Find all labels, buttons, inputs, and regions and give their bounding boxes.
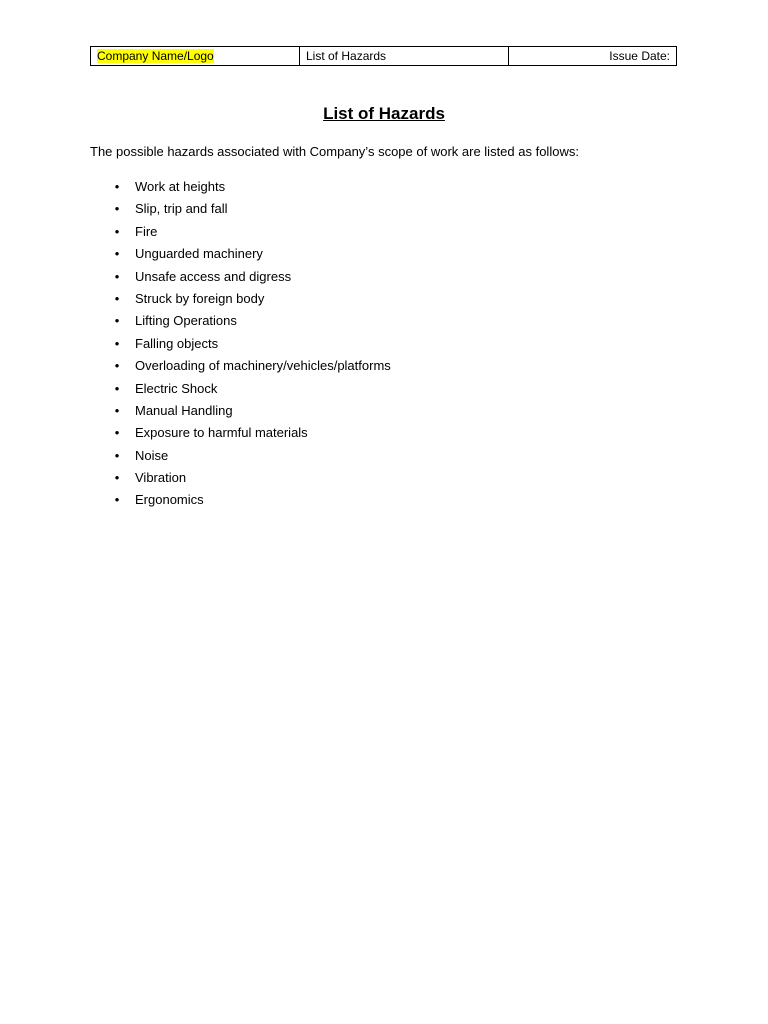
hazard-label: Lifting Operations (135, 313, 237, 329)
intro-paragraph: The possible hazards associated with Company’s scope of work are listed as follows: (90, 144, 579, 159)
hazard-label: Overloading of machinery/vehicles/platforms (135, 358, 391, 374)
bullet-icon: • (114, 425, 120, 441)
company-name-logo: Company Name/Logo (97, 49, 214, 63)
bullet-icon: • (114, 223, 120, 239)
bullet-icon: • (114, 380, 120, 396)
bullet-icon: • (114, 290, 120, 306)
header-document-name-cell (300, 47, 509, 66)
hazard-label: Slip, trip and fall (135, 201, 228, 217)
hazard-list-item (112, 357, 391, 379)
hazard-list-item (112, 447, 391, 469)
hazard-label: Unguarded machinery (135, 246, 263, 262)
header-issue-date-cell (509, 47, 677, 66)
bullet-icon: • (114, 402, 120, 418)
bullet-icon: • (114, 470, 120, 486)
hazard-list-item (112, 290, 391, 312)
hazard-label: Fire (135, 223, 158, 239)
hazard-list-item (112, 178, 391, 200)
bullet-icon: • (114, 358, 120, 374)
hazard-label: Unsafe access and digress (135, 268, 292, 284)
hazard-list-item (112, 312, 391, 334)
hazard-list-item (112, 200, 391, 222)
hazard-list-item (112, 223, 391, 245)
hazard-list-item (112, 402, 391, 424)
header-company-cell (91, 47, 300, 66)
bullet-icon: • (114, 268, 120, 284)
hazard-label: Vibration (135, 470, 187, 486)
bullet-icon: • (114, 246, 120, 262)
hazard-list-item (112, 380, 391, 402)
hazard-label: Struck by foreign body (135, 290, 265, 306)
bullet-icon: • (114, 201, 120, 217)
hazard-label: Work at heights (135, 179, 226, 194)
bullet-icon: • (114, 179, 120, 194)
bullet-icon: • (114, 335, 120, 351)
hazard-list-item (112, 424, 391, 446)
page-title: List of Hazards (323, 104, 445, 123)
hazard-list-item (112, 335, 391, 357)
bullet-icon: • (114, 313, 120, 329)
issue-date-label: Issue Date: (609, 49, 670, 63)
header-row (91, 47, 677, 66)
hazard-list-item (112, 245, 391, 267)
hazard-list (112, 178, 391, 514)
bullet-icon: • (114, 447, 120, 463)
header-table (90, 46, 677, 66)
hazard-label: Electric Shock (135, 380, 218, 396)
hazard-label: Ergonomics (135, 492, 204, 508)
hazard-label: Falling objects (135, 335, 219, 351)
hazard-list-item (112, 491, 391, 513)
header-document-name: List of Hazards (306, 49, 387, 63)
bullet-icon: • (114, 492, 120, 508)
hazard-list-item (112, 469, 391, 491)
hazard-label: Exposure to harmful materials (135, 425, 308, 441)
hazard-label: Manual Handling (135, 402, 233, 418)
hazard-list-item (112, 268, 391, 290)
hazard-label: Noise (135, 447, 169, 463)
